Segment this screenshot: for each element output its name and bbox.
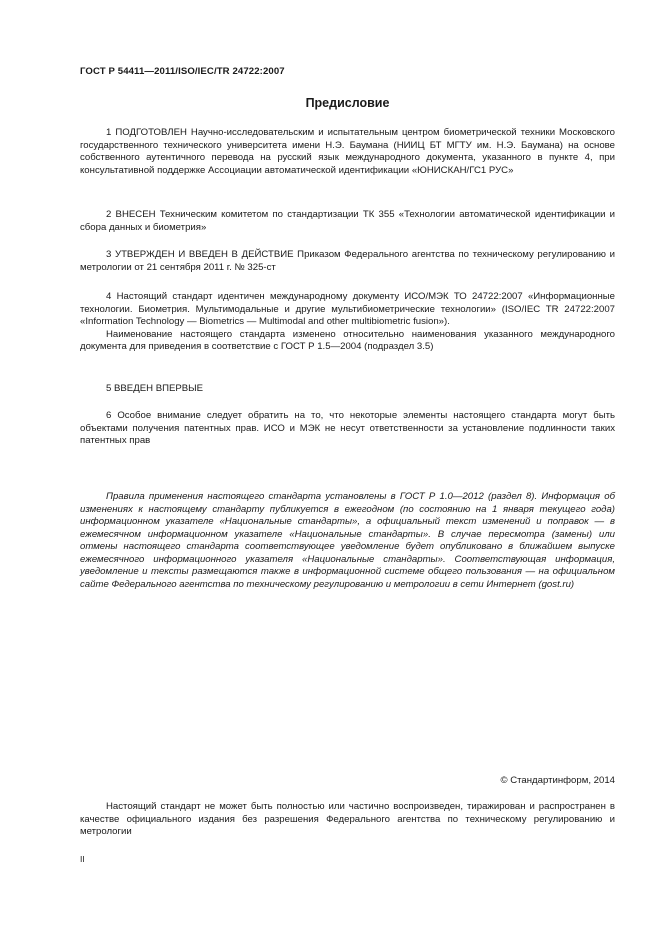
copyright-line: © Стандартинформ, 2014 — [500, 775, 615, 786]
item-4-paragraph-1: 4 Настоящий стандарт идентичен международному документу ИСО/МЭК ТО 24722:2007 «Информационные технологии. Биометрия. Мультимодальные и другие мультибиометрические технологии» (ISO/IEC TR 24722:2007 «Information Technology — Biometrics — Multimodal and other multibiometric fusion»). — [80, 291, 615, 327]
item-1 — [80, 127, 615, 177]
item-5 — [80, 383, 615, 396]
reproduction-notice — [80, 801, 615, 839]
reproduction-paragraph: Настоящий стандарт не может быть полностью или частично воспроизведен, тиражирован и распространен в качестве официального издания без разрешения Федерального агентства по техническому регулированию и метрологии — [80, 801, 615, 837]
item-2-paragraph: 2 ВНЕСЕН Техническим комитетом по стандартизации ТК 355 «Технологии автоматической идентификации и сбора данных и биометрия» — [80, 209, 615, 233]
item-6 — [80, 410, 615, 448]
item-1-paragraph: 1 ПОДГОТОВЛЕН Научно-исследовательским и испытательным центром биометрической техники Московского государственного технического университета имени Н.Э. Баумана (НИИЦ БТ МГТУ им. Н.Э. Баумана) на основе собственного аутентичного перевода на русский язык международного документа, указанного в пункте 4, при консультативной поддержке Ассоциации автоматической идентификации «ЮНИСКАН/ГС1 РУС» — [80, 127, 615, 176]
publication-notice — [80, 491, 615, 591]
item-3-paragraph: 3 УТВЕРЖДЕН И ВВЕДЕН В ДЕЙСТВИЕ Приказом Федерального агентства по техническому регулированию и метрологии от 21 сентября 2011 г. № 325-ст — [80, 249, 615, 273]
notice-paragraph: Правила применения настоящего стандарта установлены в ГОСТ Р 1.0—2012 (раздел 8). Информация об изменениях к настоящему стандарту публикуется в ежегодном (по состоянию на 1 января текущего года) информационном указателе «Национальные стандарты», а официальный текст изменений и поправок — в ежемесячном информационном указателе «Национальные стандарты». В случае пересмотра (замены) или отмены настоящего стандарта соответствующее уведомление будет опубликовано в ближайшем выпуске ежемесячного информационного указателя «Национальные стандарты». Соответствующая информация, уведомление и тексты размещаются также в информационной системе общего пользования — на официальном сайте Федерального агентства по техническому регулированию и метрологии в сети Интернет (gost.ru) — [80, 491, 615, 590]
item-3 — [80, 249, 615, 274]
page-number: II — [80, 854, 85, 864]
item-4-paragraph-2: Наименование настоящего стандарта изменено относительно наименования указанного международного документа для приведения в соответствие с ГОСТ Р 1.5—2004 (подраздел 3.5) — [80, 328, 615, 352]
item-5-paragraph: 5 ВВЕДЕН ВПЕРВЫЕ — [106, 383, 204, 394]
section-title: Предисловие — [305, 96, 390, 110]
item-4 — [80, 291, 615, 354]
document-header: ГОСТ Р 54411—2011/ISO/IEC/TR 24722:2007 — [80, 66, 285, 77]
item-6-paragraph: 6 Особое внимание следует обратить на то, что некоторые элементы настоящего стандарта могут быть объектами получения патентных прав. ИСО и МЭК не несут ответственности за установление подлинности таких патентных прав — [80, 410, 615, 446]
item-2 — [80, 209, 615, 234]
